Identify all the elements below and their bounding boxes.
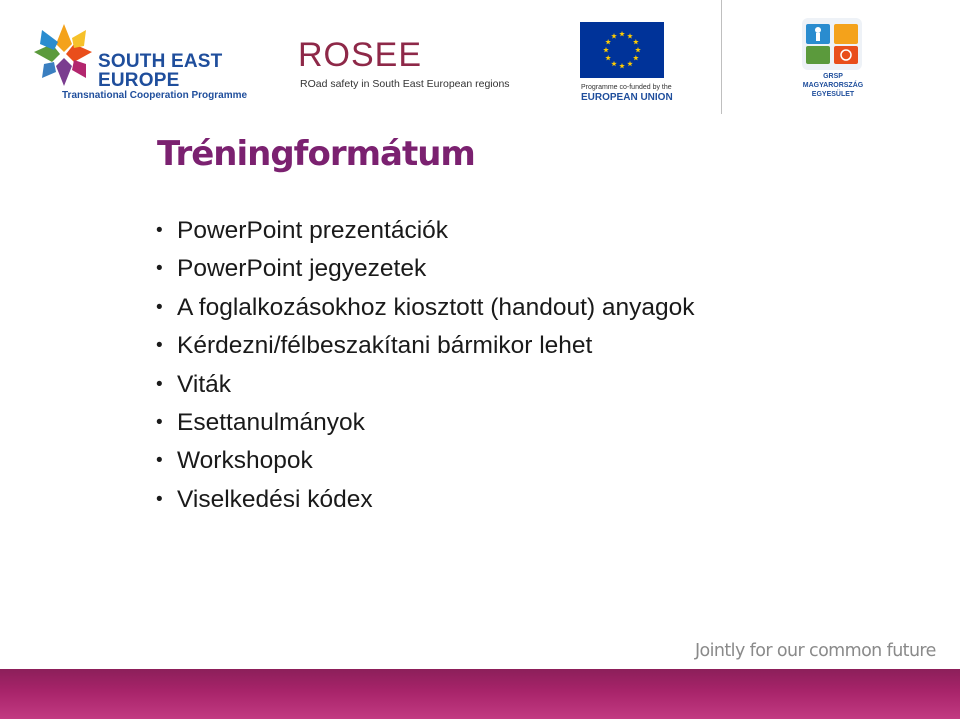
bullet-item: • Esettanulmányok (156, 404, 695, 442)
eu-cofunded-text: Programme co-funded by the (581, 84, 672, 91)
bullet-item: • A foglalkozásokhoz kiosztott (handout) anyagok (156, 289, 695, 327)
grsp-badge-icon (802, 18, 862, 70)
eu-flag-icon (580, 22, 664, 78)
bullet-item: • Workshopok (156, 442, 695, 480)
bullet-dot: • (156, 335, 163, 357)
bullet-dot: • (156, 220, 163, 241)
bullet-item: • Kérdezni/félbeszakítani bármikor lehet (156, 327, 695, 365)
footer-tagline: Jointly for our common future (695, 641, 936, 661)
bullet-item: • Viselkedési kódex (156, 481, 695, 519)
logo-header (0, 0, 960, 118)
rosee-logo (298, 36, 510, 96)
see-flower-icon (30, 22, 98, 90)
bullet-dot: • (156, 373, 163, 395)
header-divider (721, 0, 722, 114)
bullet-dot: • (156, 450, 163, 472)
footer-band (0, 669, 960, 719)
see-logo-text: SOUTH EAST EUROPE (98, 51, 223, 91)
eu-logo (580, 22, 680, 102)
bullet-dot: • (156, 258, 163, 280)
bullet-item: • PowerPoint prezentációk (156, 212, 695, 250)
rosee-wordmark: ROSEE (298, 36, 423, 74)
bullet-item: • PowerPoint jegyezetek (156, 250, 695, 288)
bullet-dot: • (156, 412, 163, 434)
south-east-europe-logo (30, 22, 248, 102)
bullet-dot: • (156, 488, 163, 510)
slide-title: Tréningformátum (157, 134, 475, 174)
see-logo-subtitle: Transnational Cooperation Programme (62, 90, 248, 101)
grsp-logo-text: GRSP MAGYARORSZÁG EGYESÜLET (802, 73, 864, 98)
rosee-subtitle: ROad safety in South East European regions (300, 78, 510, 90)
bullet-item: • Viták (156, 366, 695, 404)
grsp-logo (798, 18, 868, 104)
bullet-list (156, 212, 695, 519)
bullet-dot: • (156, 296, 163, 318)
eu-name-text: EUROPEAN UNION (581, 92, 673, 103)
